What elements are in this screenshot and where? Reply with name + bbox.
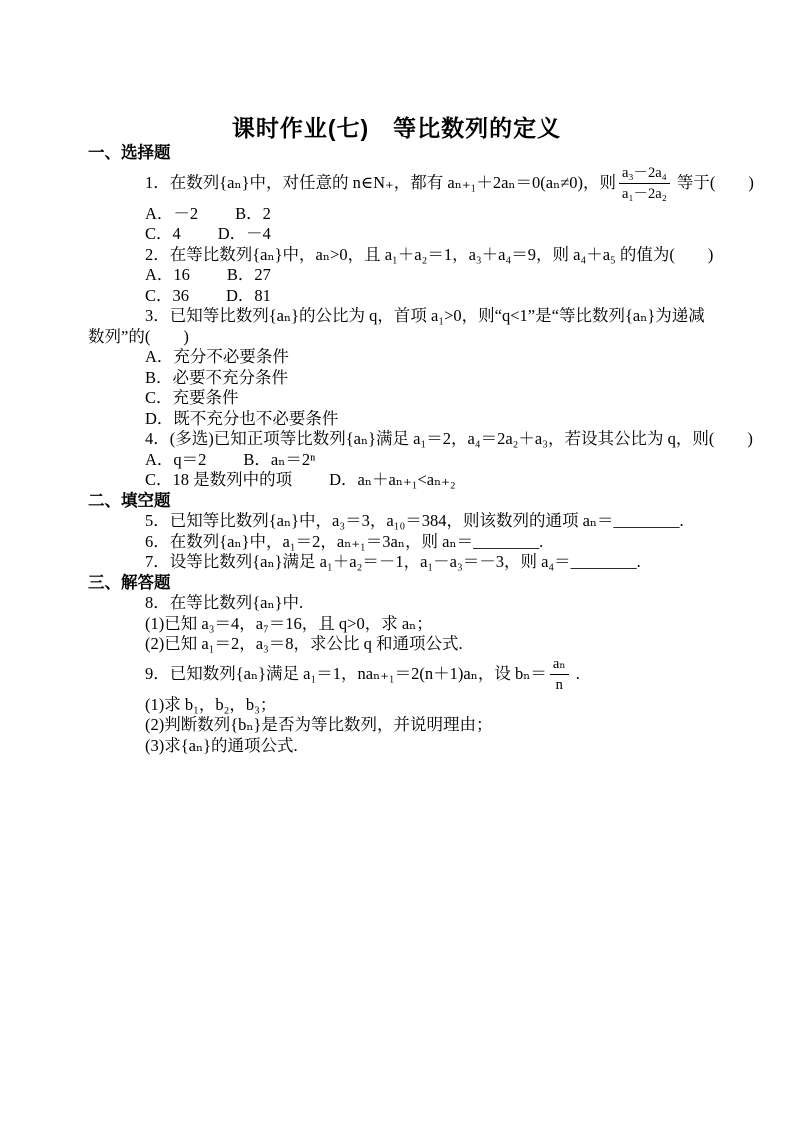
question-8-part-2: (2)已知 a₁＝2，a₃＝8，求公比 q 和通项公式.: [145, 634, 463, 653]
question-3-option-c: C．充要条件: [145, 388, 239, 407]
option-c: C．18 是数列中的项: [145, 470, 293, 489]
question-9-fraction: [550, 655, 569, 695]
option-c: C．36: [145, 285, 190, 305]
option-d: D．aₙ＋aₙ₊₁<aₙ₊₂: [329, 470, 456, 489]
question-5-stem: 5．已知等比数列{aₙ}中，a₃＝3，a₁₀＝384，则该数列的通项 aₙ＝________.: [145, 511, 684, 530]
question-9-stem: [88, 655, 705, 695]
question-8-stem: 8．在等比数列{aₙ}中.: [145, 593, 304, 612]
question-3-stem: 3．已知等比数列{aₙ}的公比为 q，首项 a₁>0，则“q<1”是“等比数列{aₙ}为递减数列”的( ): [88, 306, 705, 346]
option-b: B．27: [226, 265, 271, 284]
option-b: B．aₙ＝2ⁿ: [243, 449, 316, 469]
question-9-part-3: (3)求{aₙ}的通项公式.: [145, 735, 298, 755]
question-4-stem: 4．(多选)已知正项等比数列{aₙ}满足 a₁＝2，a₄＝2a₂＋a₃，若设其公比为 q，则( ): [145, 429, 753, 448]
question-1-options-row-2: [88, 224, 705, 245]
question-9-text-pre: 9．已知数列{aₙ}满足 a₁＝1，naₙ₊₁＝2(n＋1)aₙ，设 bₙ＝: [145, 663, 547, 683]
option-a: A．q＝2: [145, 449, 207, 469]
question-1-options-row-1: [88, 204, 705, 225]
question-9-part-1: (1)求 b₁，b₂，b₃；: [145, 694, 277, 714]
question-4-options-row-1: [88, 450, 705, 471]
question-9-part-2: (2)判断数列{bₙ}是否为等比数列，并说明理由；: [145, 715, 493, 734]
fraction-numerator: a₃－2a₄: [619, 164, 670, 185]
fraction-denominator: a₁－2a₂: [622, 186, 667, 202]
question-1-text-pre: 1．在数列{aₙ}中，对任意的 n∈N₊，都有 aₙ₊₁＋2aₙ＝0(aₙ≠0)，则: [145, 172, 617, 192]
option-c: C．4: [145, 224, 181, 243]
question-4-options-row-2: [88, 470, 705, 491]
fraction-numerator: aₙ: [550, 655, 569, 676]
option-d: D．81: [226, 285, 271, 305]
option-b: B．2: [235, 203, 271, 223]
question-7-stem: 7．设等比数列{aₙ}满足 a₁＋a₂＝－1，a₁－a₃＝－3，则 a₄＝________.: [145, 552, 641, 571]
question-9-text-post: .: [571, 663, 580, 683]
question-2-stem: 2．在等比数列{aₙ}中，aₙ>0，且 a₁＋a₂＝1，a₃＋a₄＝9，则 a₄＋a₅ 的值为( ): [145, 244, 714, 264]
question-3-option-b: B．必要不充分条件: [145, 367, 289, 387]
question-2-options-row-2: [88, 286, 705, 307]
section-heading-choice: 一、选择题: [88, 144, 171, 162]
fraction-denominator: n: [555, 677, 563, 693]
option-a: A．－2: [145, 203, 199, 223]
question-3-option-d: D．既不充分也不必要条件: [145, 408, 339, 428]
question-2-options-row-1: [88, 265, 705, 286]
question-1-fraction: [619, 164, 670, 204]
question-1-text-post: 等于( ): [672, 172, 754, 192]
question-6-stem: 6．在数列{aₙ}中，a₁＝2，aₙ₊₁＝3aₙ，则 aₙ＝________.: [145, 531, 544, 551]
worksheet-body: [88, 143, 754, 756]
option-a: A．16: [145, 265, 190, 284]
option-d: D．－4: [217, 224, 271, 243]
question-1-stem: [88, 164, 754, 204]
question-8-part-1: (1)已知 a₃＝4，a₇＝16，且 q>0，求 aₙ；: [145, 613, 433, 633]
question-3-option-a: A．充分不必要条件: [145, 347, 289, 366]
section-heading-blank: 二、填空题: [88, 491, 171, 510]
page-title: 课时作业(七) 等比数列的定义: [231, 115, 562, 141]
section-heading-solve: 三、解答题: [88, 573, 171, 592]
